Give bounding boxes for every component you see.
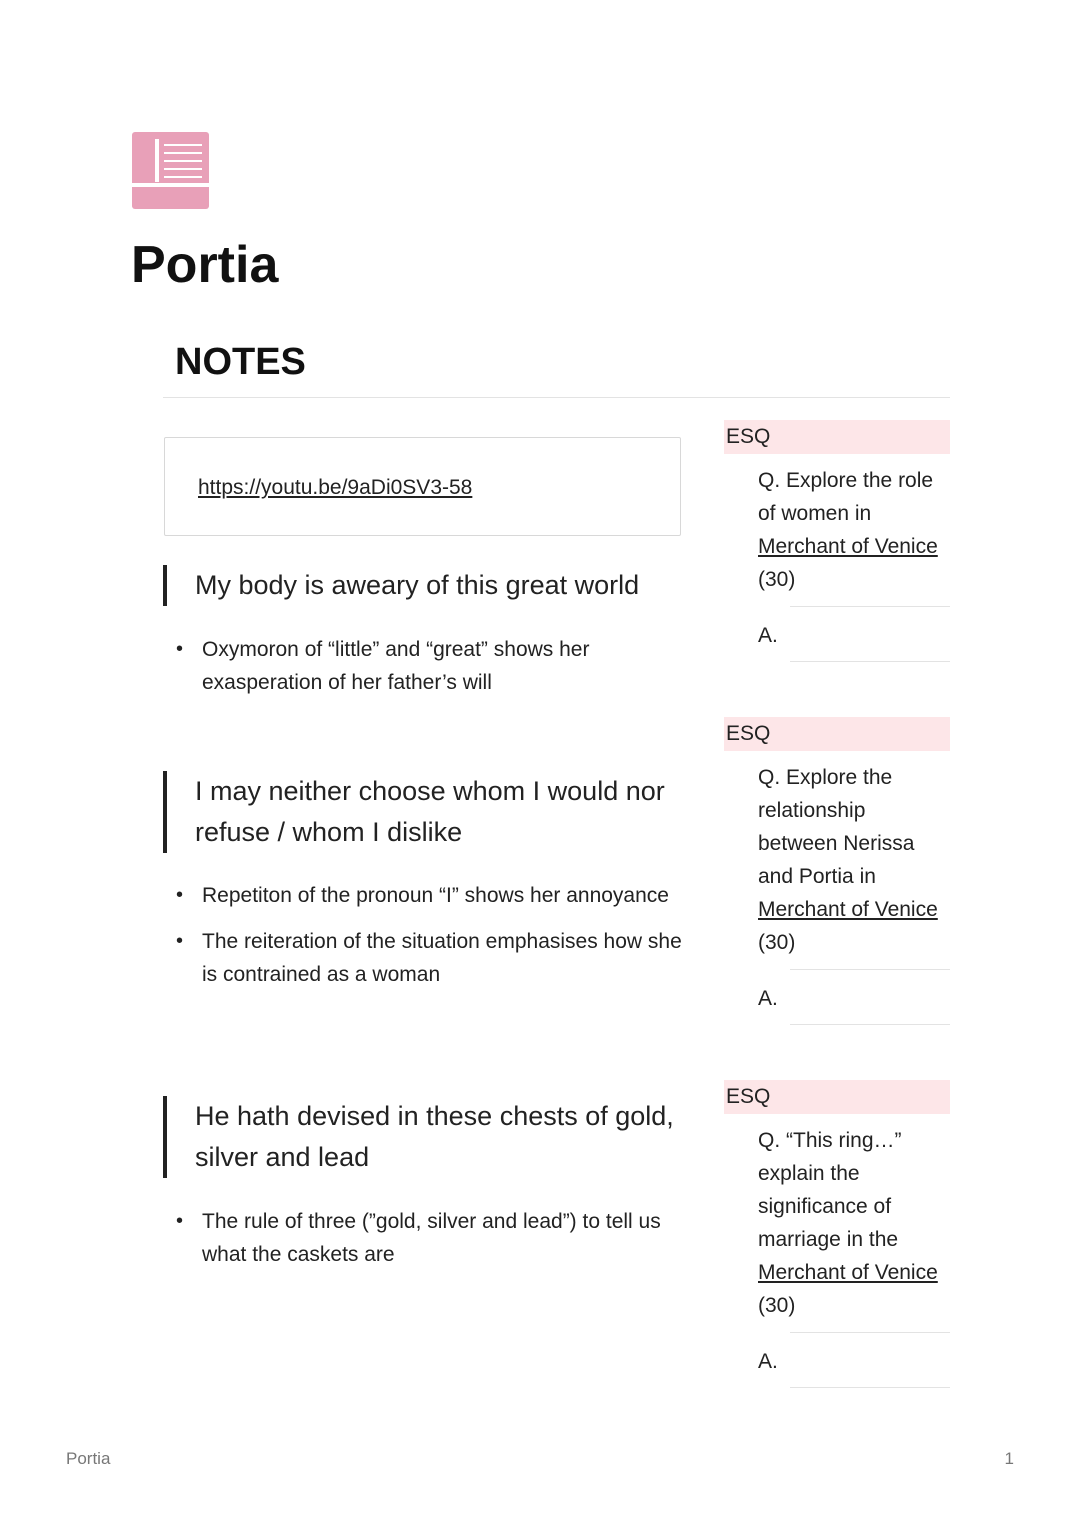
answer-line — [790, 661, 950, 662]
quote: I may neither choose whom I would nor refuse / whom I dislike — [163, 771, 688, 853]
esq-card — [724, 1080, 950, 1388]
notebook-icon — [132, 132, 209, 209]
notes-heading: NOTES — [175, 341, 306, 383]
play-title: Merchant of Venice — [758, 898, 938, 921]
esq-card — [724, 420, 950, 662]
answer-divider — [790, 606, 950, 607]
bullet-item: • The rule of three (”gold, silver and lead”) to tell us what the caskets are — [174, 1205, 694, 1271]
esq-question-text: Q. Explore the relationship between Nerissa and Portia in — [758, 766, 915, 888]
answer-divider — [790, 1332, 950, 1333]
esq-label: ESQ — [724, 1080, 950, 1114]
esq-marks: (30) — [758, 568, 796, 591]
answer-divider — [790, 969, 950, 970]
video-link-card — [164, 437, 681, 536]
esq-label: ESQ — [724, 717, 950, 751]
play-title: Merchant of Venice — [758, 535, 938, 558]
page-title: Portia — [131, 236, 279, 294]
esq-answer-label: A. — [758, 1350, 778, 1373]
esq-question — [758, 761, 950, 959]
page-number: 1 — [1004, 1449, 1014, 1468]
esq-marks: (30) — [758, 931, 796, 954]
bullet-list — [174, 1205, 694, 1284]
quote: He hath devised in these chests of gold, silver and lead — [163, 1096, 688, 1178]
heading-divider — [163, 397, 950, 398]
esq-label: ESQ — [724, 420, 950, 454]
bullet-item: • Oxymoron of “little” and “great” shows her exasperation of her father’s will — [174, 633, 694, 699]
esq-marks: (30) — [758, 1294, 796, 1317]
esq-question-text: Q. Explore the role of women in — [758, 469, 934, 525]
play-title: Merchant of Venice — [758, 1261, 938, 1284]
esq-question-text: Q. “This ring…” explain the significance of marriage in the — [758, 1129, 902, 1251]
bullet-list — [174, 633, 694, 712]
esq-card — [724, 717, 950, 1025]
bullet-item: • Repetiton of the pronoun “I” shows her annoyance — [174, 879, 694, 912]
answer-line — [790, 1387, 950, 1388]
answer-line — [790, 1024, 950, 1025]
bullet-item: • The reiteration of the situation emphasises how she is contrained as a woman — [174, 925, 694, 991]
esq-answer-label: A. — [758, 987, 778, 1010]
video-link[interactable]: https://youtu.be/9aDi0SV3-58 — [198, 476, 473, 499]
esq-answer-label: A. — [758, 624, 778, 647]
bullet-list — [174, 879, 694, 1004]
esq-question — [758, 1124, 950, 1322]
quote: My body is aweary of this great world — [163, 565, 688, 606]
esq-question — [758, 464, 950, 596]
footer-title: Portia — [66, 1449, 111, 1468]
